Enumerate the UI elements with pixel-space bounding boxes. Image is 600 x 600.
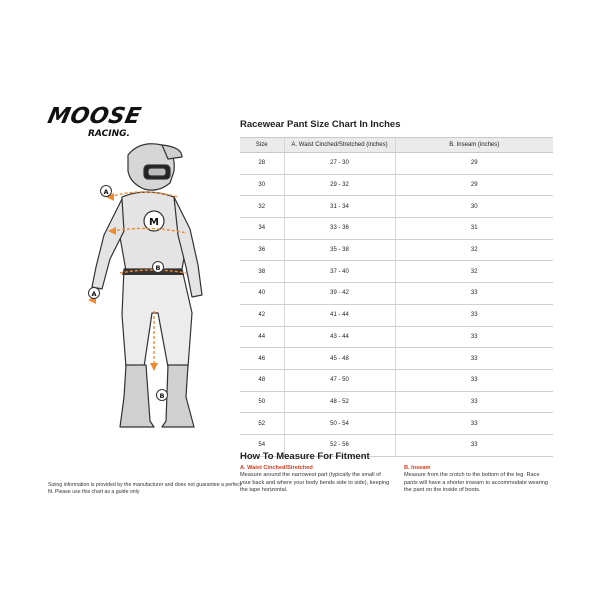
cell-size: 38 (240, 261, 284, 283)
cell-waist: 29 - 32 (284, 174, 395, 196)
cell-inseam: 31 (395, 218, 553, 240)
measure-waist-text: Measure around the narrowest part (typically the small of your back and where your body bends side to side), keeping the tape horizontal. (240, 472, 390, 493)
cell-size: 54 (240, 434, 284, 456)
cell-inseam: 33 (395, 304, 553, 326)
cell-size: 30 (240, 174, 284, 196)
table-row (240, 218, 553, 240)
cell-waist: 33 - 36 (284, 218, 395, 240)
chart-title: Racewear Pant Size Chart In Inches (240, 119, 401, 130)
header-size: Size (240, 138, 284, 153)
table-row (240, 283, 553, 305)
measure-waist-title: A. Waist Cinched/Stretched (240, 465, 313, 471)
cell-waist: 52 - 56 (284, 434, 395, 456)
table-row (240, 413, 553, 435)
table-row (240, 326, 553, 348)
measure-inseam-text: Measure from the crotch to the bottom of the leg. Race pants will have a shorter inseam to accommodate wearing the pant on the inside of boots. (404, 472, 548, 493)
cell-size: 46 (240, 348, 284, 370)
cell-waist: 50 - 54 (284, 413, 395, 435)
size-chart-table (240, 137, 553, 457)
marker-label: A (103, 188, 109, 196)
logo-brand: MOOSE (45, 104, 144, 129)
header-inseam: B. Inseam (inches) (395, 138, 553, 153)
cell-size: 48 (240, 369, 284, 391)
cell-size: 44 (240, 326, 284, 348)
cell-waist: 31 - 34 (284, 196, 395, 218)
cell-inseam: 33 (395, 434, 553, 456)
cell-size: 40 (240, 283, 284, 305)
cell-waist: 43 - 44 (284, 326, 395, 348)
disclaimer-text: Sizing information is provided by the manufacturer and does not guarantee a perfect fit. Please use this chart as a guide only (48, 482, 242, 495)
cell-waist: 48 - 52 (284, 391, 395, 413)
cell-size: 50 (240, 391, 284, 413)
table-row (240, 369, 553, 391)
cell-inseam: 33 (395, 348, 553, 370)
cell-inseam: 29 (395, 153, 553, 175)
cell-waist: 35 - 38 (284, 239, 395, 261)
cell-size: 42 (240, 304, 284, 326)
measure-waist-block (240, 465, 392, 494)
cell-size: 52 (240, 413, 284, 435)
rider-illustration (70, 135, 230, 445)
table-row (240, 239, 553, 261)
table-row (240, 348, 553, 370)
table-header-row (240, 138, 553, 153)
table-row (240, 304, 553, 326)
table-row (240, 153, 553, 175)
cell-waist: 39 - 42 (284, 283, 395, 305)
cell-waist: 47 - 50 (284, 369, 395, 391)
howto-title: How To Measure For Fitment (240, 451, 370, 462)
cell-size: 32 (240, 196, 284, 218)
table-row (240, 261, 553, 283)
cell-inseam: 32 (395, 261, 553, 283)
table-row (240, 391, 553, 413)
cell-inseam: 29 (395, 174, 553, 196)
cell-inseam: 32 (395, 239, 553, 261)
cell-inseam: 33 (395, 326, 553, 348)
cell-inseam: 33 (395, 391, 553, 413)
svg-text:M: M (149, 217, 159, 228)
logo-sub: RACING. (88, 129, 130, 139)
cell-waist: 41 - 44 (284, 304, 395, 326)
cell-inseam: 33 (395, 283, 553, 305)
measure-inseam-block (404, 465, 554, 494)
table-row (240, 196, 553, 218)
measure-inseam-title: B. Inseam (404, 465, 431, 471)
cell-waist: 37 - 40 (284, 261, 395, 283)
cell-size: 28 (240, 153, 284, 175)
marker-label: A (91, 290, 97, 298)
cell-waist: 45 - 48 (284, 348, 395, 370)
header-waist: A. Waist Cinched/Stretched (inches) (284, 138, 395, 153)
cell-inseam: 33 (395, 369, 553, 391)
cell-inseam: 30 (395, 196, 553, 218)
cell-inseam: 33 (395, 413, 553, 435)
cell-waist: 27 - 30 (284, 153, 395, 175)
cell-size: 34 (240, 218, 284, 240)
cell-size: 36 (240, 239, 284, 261)
marker-label: B (155, 264, 161, 272)
marker-label: B (159, 392, 165, 400)
table-row (240, 174, 553, 196)
